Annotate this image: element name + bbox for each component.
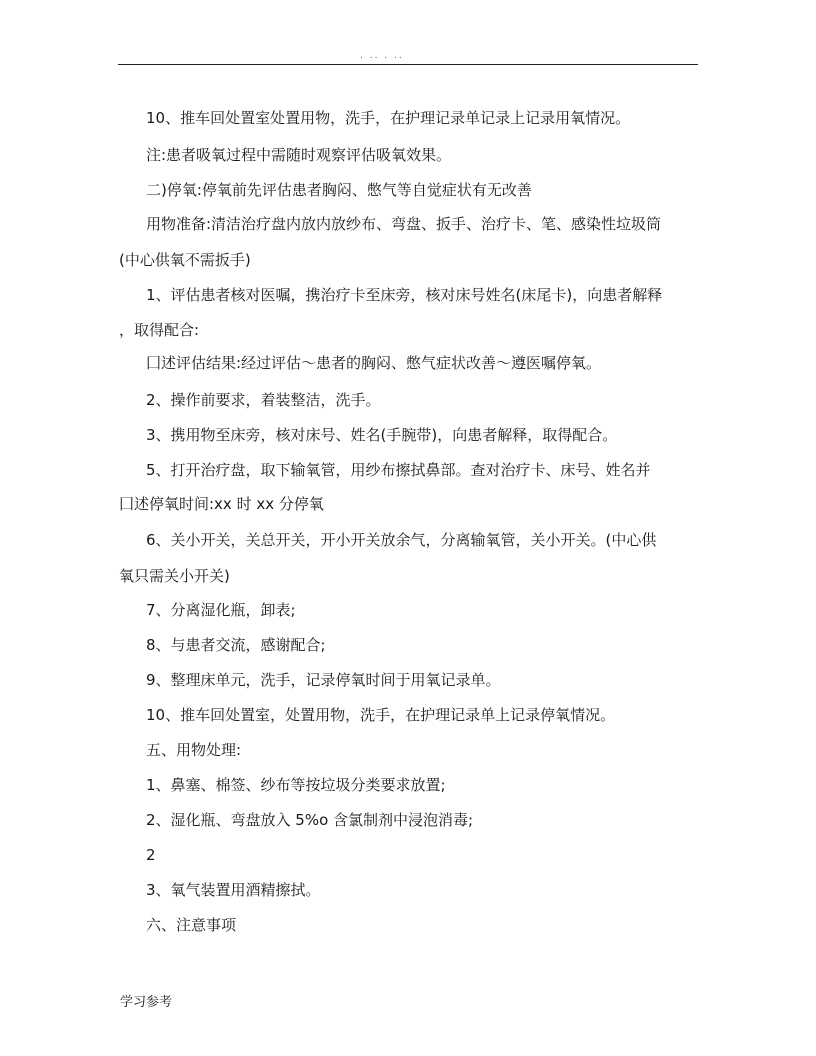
section-heading: 五、用物处理: bbox=[146, 741, 242, 759]
paragraph-line: ，取得配合: bbox=[119, 321, 200, 339]
paragraph-line: 5、打开治疗盘，取下输氧管，用纱布擦拭鼻部。查对治疗卡、床号、姓名并 bbox=[146, 461, 651, 479]
paragraph-line: 囗述评估结果:经过评估～患者的胸闷、憋气症状改善～遵医嘱停氧。 bbox=[146, 354, 602, 372]
footer-text: 学习参考 bbox=[120, 995, 173, 1010]
paragraph-line: 3、携用物至床旁，核对床号、姓名(手腕带)，向患者解释，取得配合。 bbox=[146, 426, 618, 444]
paragraph-line: 10、推车回处置室，处置用物，洗手，在护理记录单上记录停氧情况。 bbox=[146, 706, 616, 724]
paragraph-line: 10、推车回处置室处置用物，洗手，在护理记录单记录上记录用氧情况。 bbox=[146, 109, 631, 127]
paragraph-line: 9、整理床单元，洗手，记录停氧时间于用氧记录单。 bbox=[146, 671, 501, 689]
paragraph-line: 2、操作前要求，着装整洁，洗手。 bbox=[146, 391, 381, 409]
header-rule bbox=[118, 64, 698, 65]
paragraph-line: (中心供氧不需扳手) bbox=[119, 251, 251, 269]
paragraph-line: 3、氧气装置用酒精擦拭。 bbox=[146, 881, 321, 899]
paragraph-line: 用物准备:清洁治疗盘内放内放纱布、弯盘、扳手、治疗卡、笔、感染性垃圾筒 bbox=[146, 215, 662, 233]
paragraph-line: 8、与患者交流，感谢配合; bbox=[146, 636, 326, 654]
paragraph-line: 注:患者吸氧过程中需随时观察评估吸氧效果。 bbox=[146, 146, 452, 164]
paragraph-line: 6、关小开关，关总开关，开小开关放余气，分离输氧管，关小开关。(中心供 bbox=[146, 531, 657, 549]
paragraph-line: 氧只需关小开关) bbox=[119, 567, 230, 585]
paragraph-line: 2、湿化瓶、弯盘放入 5%o 含氯制剂中浸泡消毒; bbox=[146, 811, 474, 829]
header-marks: . .. . .. bbox=[360, 51, 404, 61]
page-number: 2 bbox=[146, 846, 156, 864]
paragraph-line: 7、分离湿化瓶，卸表; bbox=[146, 601, 296, 619]
paragraph-line: 囗述停氧时间:xx 时 xx 分停氧 bbox=[119, 495, 324, 513]
section-heading: 六、注意事项 bbox=[146, 916, 237, 934]
paragraph-line: 1、评估患者核对医嘱，携治疗卡至床旁，核对床号姓名(床尾卡)，向患者解释 bbox=[146, 286, 663, 304]
paragraph-line: 1、鼻塞、棉签、纱布等按垃圾分类要求放置; bbox=[146, 776, 446, 794]
paragraph-line: 二)停氧:停氧前先评估患者胸闷、憋气等自觉症状有无改善 bbox=[146, 181, 532, 199]
